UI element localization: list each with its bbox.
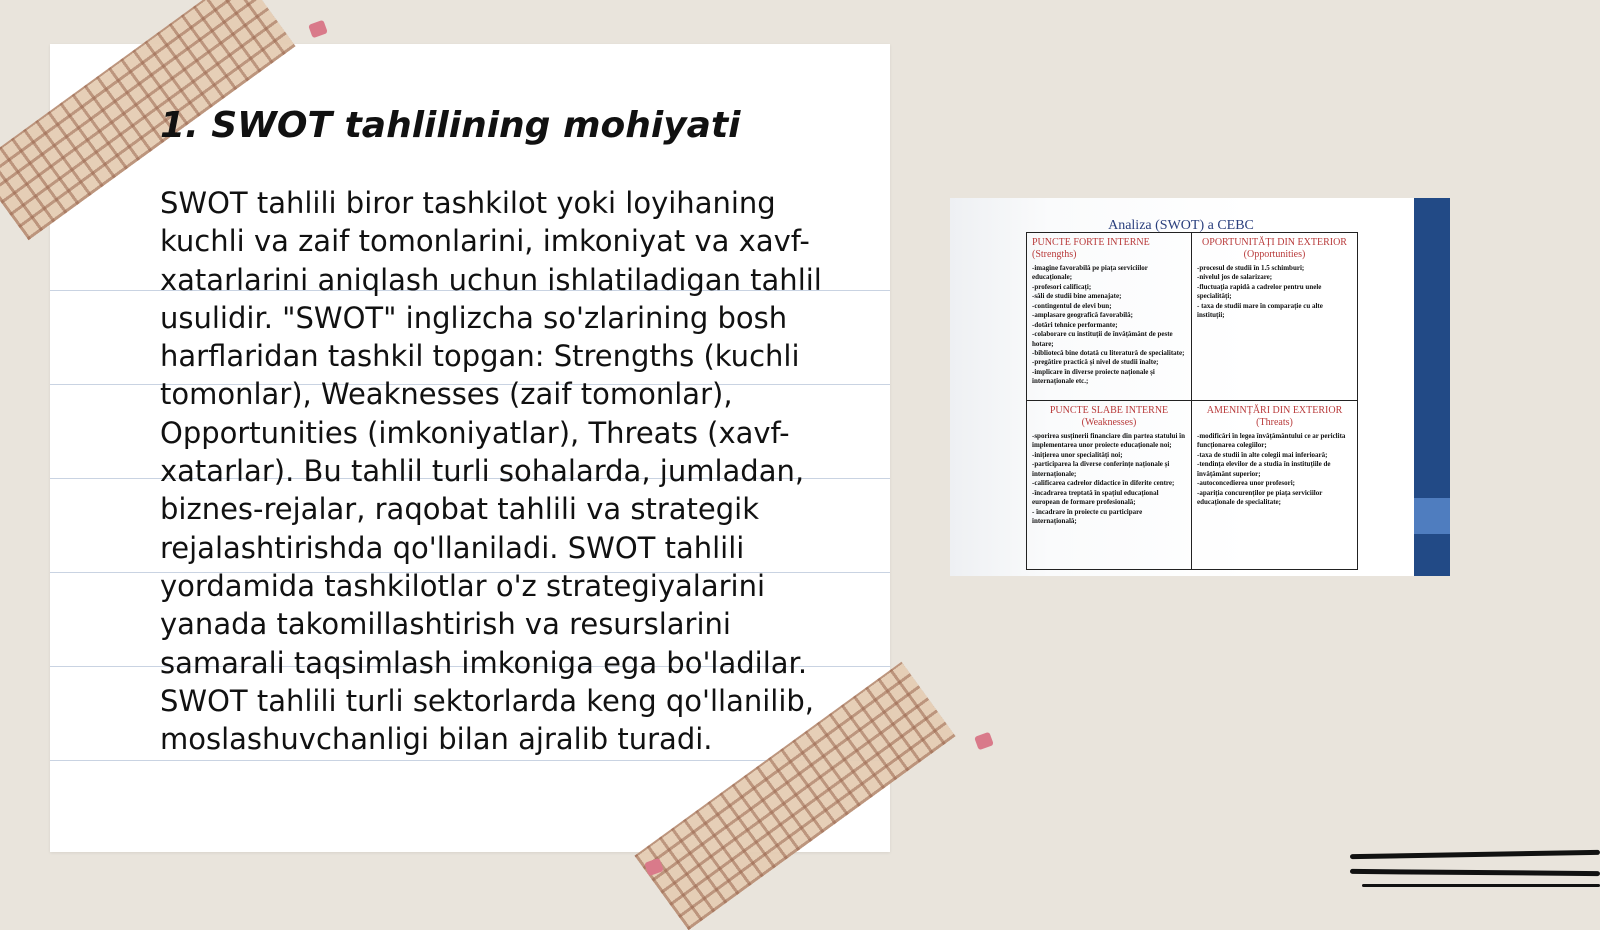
quadrant-item: -participarea la diverse conferințe naționale și internaționale;: [1032, 460, 1170, 478]
figure-title: Analiza (SWOT) a CEBC: [1108, 218, 1254, 233]
quadrant-item: - taxa de studii mare în comparație cu alte instituții;: [1197, 301, 1323, 320]
swot-quadrant-threats: [1192, 401, 1357, 569]
quadrant-item: -calificarea cadrelor didactice în diferite centre;: [1032, 479, 1175, 488]
slide-title: 1. SWOT tahlilining mohiyati: [160, 105, 741, 146]
quadrant-item: -apariția concurenților pe piața serviciilor educaționale de specialitate;: [1197, 488, 1323, 507]
quadrant-heading: PUNCTE FORTE INTERNE (Strengths): [1032, 237, 1150, 260]
brush-stroke: [1350, 869, 1600, 876]
quadrant-item: -taxa de studii în alte colegii mai inferioară;: [1197, 450, 1328, 459]
figure-side-bar-accent: [1414, 498, 1450, 534]
quadrant-item: -inițierea unor specialități noi;: [1032, 450, 1123, 459]
quadrant-item: -imagine favorabilă pe piața serviciilor educaționale;: [1032, 264, 1148, 282]
swot-quadrant-opportunities: [1192, 233, 1357, 401]
brush-stroke: [1362, 884, 1600, 887]
quadrant-item: -autoconcedierea unor profesori;: [1197, 479, 1295, 488]
quadrant-heading: AMENINȚĂRI DIN EXTERIOR (Threats): [1206, 405, 1343, 428]
quadrant-item: - încadrare în proiecte cu participare internațională;: [1032, 507, 1143, 525]
quadrant-item: -implicare în diverse proiecte naționale și internaționale etc.;: [1032, 367, 1155, 386]
quadrant-item: -săli de studii bine amenajate;: [1032, 292, 1122, 301]
quadrant-item: -tendința elevilor de a studia în instituțiile de învățământ superior;: [1197, 460, 1331, 478]
quadrant-item: -modificări în legea învățământului ce ar periclita funcționarea colegiilor;: [1197, 432, 1346, 450]
tape-end-mark: [308, 20, 328, 39]
brush-stroke: [1350, 850, 1600, 859]
quadrant-item: -încadrarea treptată în spațiul educațional european de formare profesională;: [1032, 488, 1159, 507]
quadrant-item: -colaborare cu instituții de învățământ de peste hotare;: [1032, 330, 1173, 348]
quadrant-item: -profesori calificați;: [1032, 282, 1092, 291]
swot-matrix: [1026, 232, 1358, 570]
quadrant-heading: OPORTUNITĂȚI DIN EXTERIOR (Opportunities): [1202, 237, 1347, 260]
quadrant-item: -fluctuația rapidă a cadrelor pentru unele specialități;: [1197, 282, 1322, 301]
swot-quadrant-strengths: [1027, 233, 1192, 401]
swot-figure-image: [950, 198, 1450, 576]
tape-end-mark: [974, 732, 994, 751]
quadrant-item: -procesul de studii în 1.5 schimburi;: [1197, 264, 1305, 272]
slide-body-text: SWOT tahlili biror tashkilot yoki loyihaning kuchli va zaif tomonlarini, imkoniyat va xavf-xatarlarini aniqlash uchun ishlatiladigan tahlil usulidir. "SWOT" inglizcha so'zlarining bosh harflaridan tashkil topgan: Strengths (kuchli tomonlar), Weaknesses (zaif tomonlar), Opportunities (imkoniyatlar), Threats (xavf-xatarlar). Bu tahlil turli sohalarda, jumladan, biznes-rejalar, raqobat tahlili va strategik rejalashtirishda qo'llaniladi. SWOT tahlili yordamida tashkilotlar o'z strategiyalarini yanada takomillashtirish va resurslarini samarali taqsimlash imkoniga ega bo'ladilar. SWOT tahlili turli sektorlarda keng qo'llanilib, moslashuvchanligi bilan ajralib turadi.: [160, 186, 822, 757]
quadrant-item: -nivelul jos de salarizare;: [1197, 273, 1273, 282]
quadrant-item: -dotări tehnice performante;: [1032, 320, 1118, 329]
quadrant-heading: PUNCTE SLABE INTERNE (Weaknesses): [1049, 405, 1169, 428]
quadrant-item: -pregătire practică și nivel de studii înalte;: [1032, 358, 1159, 367]
quadrant-item: -bibliotecă bine dotată cu literatură de specialitate;: [1032, 348, 1185, 357]
swot-quadrant-weaknesses: [1027, 401, 1192, 569]
quadrant-item: -amplasare geografică favorabilă;: [1032, 311, 1133, 320]
quadrant-item: -sporirea susținerii financiare din partea statului în implementarea unor proiecte educaționale noi;: [1032, 432, 1185, 450]
quadrant-item: -contingentul de elevi bun;: [1032, 301, 1112, 310]
